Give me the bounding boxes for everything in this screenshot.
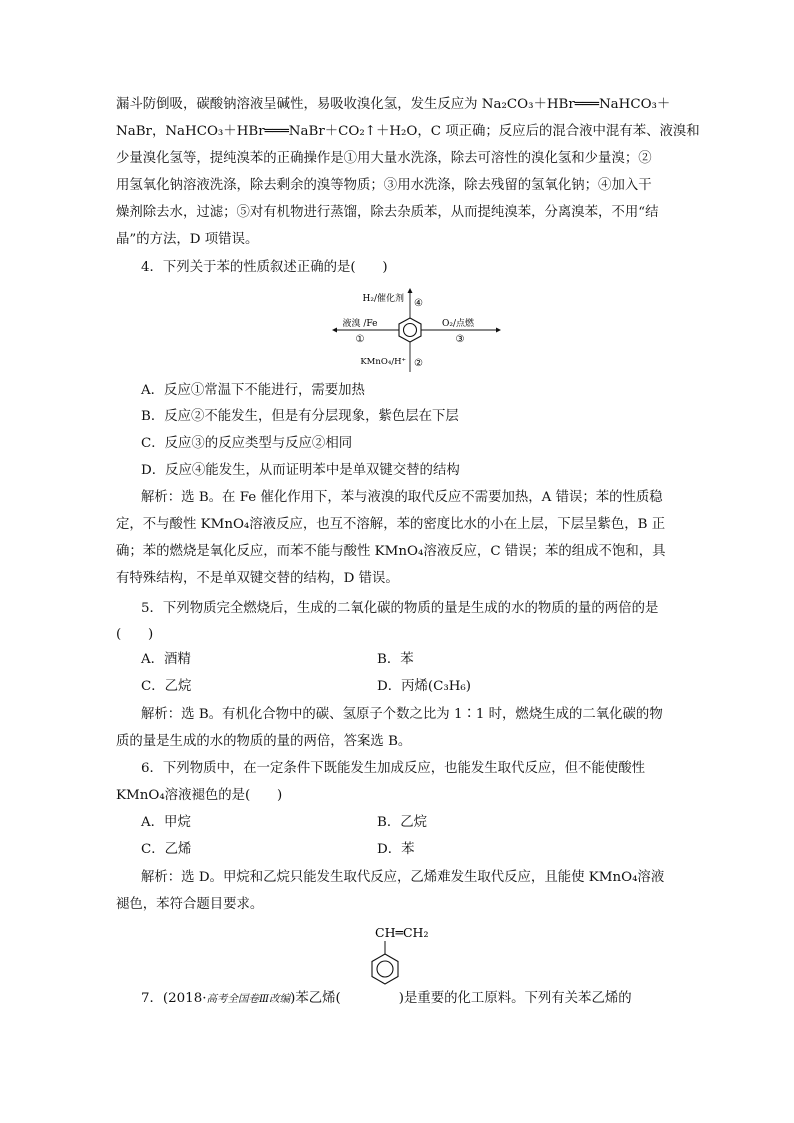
q5-stem-line-2: ( ) (116, 627, 154, 642)
q3-analysis-line-1: 漏斗防倒吸，碳酸钠溶液呈碱性，易吸收溴化氢，发生反应为 Na₂CO₃＋HBr═══NaHCO₃＋ (116, 97, 671, 112)
q3-analysis-line-5: 燥剂除去水，过滤；⑤对有机物进行蒸馏，除去杂质苯，从而提纯溴苯，分离溴苯，不用“结 (116, 205, 659, 220)
q4-analysis-line-2: 定，不与酸性 KMnO₄溶液反应，也互不溶解，苯的密度比水的小在上层，下层呈紫色，B 正 (116, 517, 666, 532)
q4-analysis-line-3: 确；苯的燃烧是氧化反应，而苯不能与酸性 KMnO₄溶液反应，C 错误；苯的组成不饱和，具 (116, 544, 666, 559)
q5-option-d: D．丙烯(C₃H₆) (377, 679, 472, 694)
q4-option-b: B．反应②不能发生，但是有分层现象，紫色层在下层 (141, 409, 459, 424)
q3-analysis-line-4: 用氢氧化钠溶液洗涤，除去剩余的溴等物质；③用水洗涤，除去残留的氢氧化钠；④加入干 (116, 178, 652, 193)
q6-stem-line-2: KMnO₄溶液褪色的是( ) (116, 788, 283, 803)
benzene-ring (399, 318, 421, 342)
q4-option-d: D．反应④能发生，从而证明苯中是单双键交替的结构 (141, 463, 460, 478)
q5-option-b: B．苯 (377, 652, 414, 667)
q6-option-d: D．苯 (377, 842, 415, 857)
diagram-bottom-label: KMnO₄/H⁺ (360, 357, 406, 367)
q4-analysis-line-4: 有特殊结构，不是单双键交替的结构，D 错误。 (116, 571, 399, 586)
q6-analysis-line-2: 褪色，苯符合题目要求。 (116, 897, 264, 912)
diagram-right-label: O₂/点燃 (441, 319, 475, 329)
q6-option-a: A．甲烷 (141, 815, 191, 830)
q6-stem-line-1: 6．下列物质中，在一定条件下既能发生加成反应，也能发生取代反应，但不能使酸性 (141, 761, 645, 776)
q7-stem (141, 989, 632, 1009)
q6-analysis-line-1: 解析：选 D。甲烷和乙烷只能发生取代反应，乙烯难发生取代反应，且能使 KMnO₄溶液 (141, 870, 665, 885)
diagram-left-num: ① (355, 334, 365, 345)
q3-analysis-line-6: 晶”的方法，D 项错误。 (116, 232, 259, 247)
q4-analysis-line-1: 解析：选 B。在 Fe 催化作用下，苯与液溴的取代反应不需要加热，A 错误；苯的性质稳 (141, 490, 663, 505)
q4-option-c: C．反应③的反应类型与反应②相同 (141, 436, 353, 451)
q7-stem-suffix: )是重要的化工原料。下列有关苯乙烯的 (398, 991, 632, 1006)
diagram-bottom-num: ② (414, 358, 423, 369)
q5-stem-line-1: 5．下列物质完全燃烧后，生成的二氧化碳的物质的量是生成的水的物质的量的两倍的是 (141, 601, 659, 616)
q5-analysis-line-1: 解析：选 B。有机化合物中的碳、氢原子个数之比为 1∶1 时，燃烧生成的二氧化碳的物 (141, 707, 663, 722)
q7-source: 高考全国卷Ⅲ改编 (206, 993, 291, 1005)
diagram-left-label: 液溴 /Fe (342, 319, 378, 329)
q5-option-a: A．酒精 (141, 652, 191, 667)
styrene-vinyl-label: CH═CH₂ (375, 925, 429, 940)
benzene-reaction-diagram (330, 288, 510, 374)
diagram-right-num: ③ (455, 334, 465, 345)
q7-stem-mid: )苯乙烯( (290, 991, 341, 1006)
q6-option-c: C．乙烯 (141, 842, 192, 857)
q3-analysis-line-2: NaBr，NaHCO₃＋HBr═══NaBr＋CO₂↑＋H₂O，C 项正确；反应后的混合液中混有苯、液溴和 (116, 124, 700, 139)
q4-option-a: A．反应①常温下不能进行，需要加热 (141, 383, 365, 398)
diagram-top-num: ④ (414, 298, 423, 309)
q7-stem-prefix: 7．(2018· (141, 991, 207, 1006)
q5-analysis-line-2: 质的量是生成的水的物质的量的两倍，答案选 B。 (116, 734, 412, 749)
diagram-top-label: H₂/催化剂 (362, 294, 404, 304)
q5-option-c: C．乙烷 (141, 679, 192, 694)
q3-analysis-line-3: 少量溴化氢等，提纯溴苯的正确操作是①用大量水洗涤，除去可溶性的溴化氢和少量溴；② (116, 151, 652, 166)
q4-stem: 4．下列关于苯的性质叙述正确的是( ) (141, 260, 388, 275)
q6-option-b: B．乙烷 (377, 815, 428, 830)
